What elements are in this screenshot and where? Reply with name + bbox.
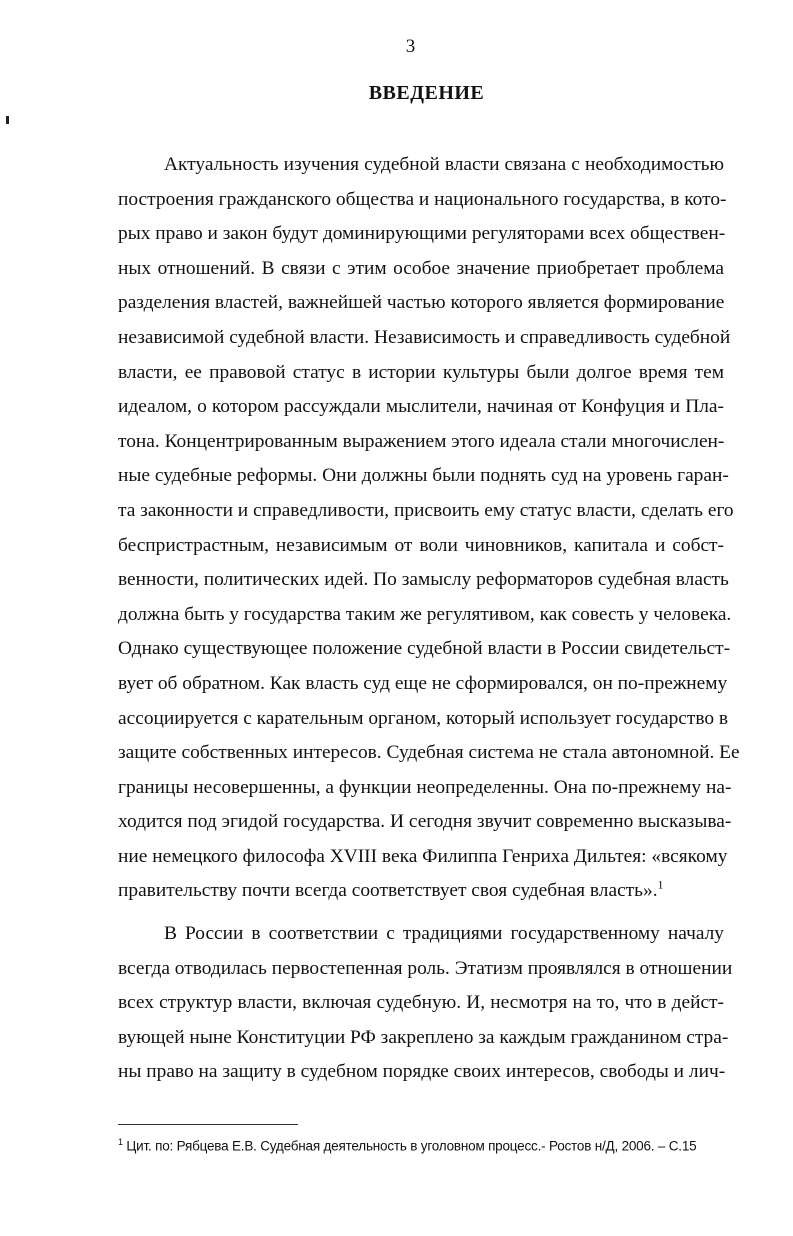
text-line-content: правительству почти всегда соответствует своя судебная власть». (118, 880, 658, 902)
text-line: ассоциируется с карательным органом, который использует государство в (118, 707, 729, 729)
text-line: венности, политических идей. По замыслу реформаторов судебная власть (118, 569, 729, 591)
text-line: тона. Концентрированным выражением этого идеала стали многочислен- (118, 430, 725, 452)
text-line: всех структур власти, включая судебную. И, несмотря на то, что в дейст- (118, 992, 724, 1014)
text-line: всегда отводилась первостепенная роль. Этатизм проявлялся в отношении (118, 957, 733, 979)
text-line: ных отношений. В связи с этим особое значение приобретает проблема (118, 257, 724, 279)
body-text (118, 148, 740, 1098)
text-line: вует об обратном. Как власть суд еще не сформировался, он по-прежнему (118, 672, 728, 694)
text-line: защите собственных интересов. Судебная система не стала автономной. Ее (118, 742, 740, 764)
footnote (118, 1133, 738, 1156)
section-title: ВВЕДЕНИЕ (368, 82, 485, 104)
text-line-last (118, 874, 724, 909)
text-line: В России в соответствии с традициями государственному началу (164, 923, 724, 945)
text-line: та законности и справедливости, присвоить ему статус власти, сделать его (118, 499, 734, 521)
margin-mark (6, 116, 9, 124)
text-line: вующей ныне Конституции РФ закреплено за каждым гражданином стра- (118, 1026, 729, 1048)
text-line: Однако существующее положение судебной власти в России свидетельст- (118, 638, 731, 660)
paragraph-1 (118, 148, 740, 909)
text-line: ны право на защиту в судебном порядке своих интересов, свободы и лич- (118, 1061, 726, 1083)
footnote-text: Цит. по: Рябцева Е.В. Судебная деятельность в уголовном процесс.- Ростов н/Д, 2006. – С.15 (126, 1138, 697, 1154)
text-line: ходится под эгидой государства. И сегодня звучит современно высказыва- (118, 811, 732, 833)
text-line: должна быть у государства таким же регулятивом, как совесть у человека. (118, 603, 732, 625)
text-line: идеалом, о котором рассуждали мыслители, начиная от Конфуция и Пла- (118, 396, 724, 418)
paragraph-2 (118, 917, 733, 1090)
footnote-marker: 1 (118, 1137, 123, 1147)
page-number: 3 (405, 36, 416, 57)
text-line: беспристрастным, независимым от воли чиновников, капитала и собст- (118, 534, 724, 556)
text-line: власти, ее правовой статус в истории культуры были долгое время тем (118, 361, 724, 383)
text-line: ные судебные реформы. Они должны были поднять суд на уровень гаран- (118, 465, 729, 487)
text-line: рых право и закон будут доминирующими регуляторами всех обществен- (118, 223, 726, 245)
text-line: Актуальность изучения судебной власти связана с необходимостью (164, 154, 724, 175)
text-line: границы несовершенны, а функции неопределенны. Она по-прежнему на- (118, 776, 732, 798)
text-line: ние немецкого философа XVIII века Филиппа Генриха Дильтея: «всякому (118, 845, 728, 867)
text-line: построения гражданского общества и национального государства, в кото- (118, 188, 727, 210)
footnote-divider (118, 1124, 298, 1125)
footnote-reference[interactable]: 1 (657, 878, 664, 892)
text-line: разделения властей, важнейшей частью которого является формирование (118, 292, 725, 314)
text-line: независимой судебной власти. Независимость и справедливость судебной (118, 326, 731, 348)
